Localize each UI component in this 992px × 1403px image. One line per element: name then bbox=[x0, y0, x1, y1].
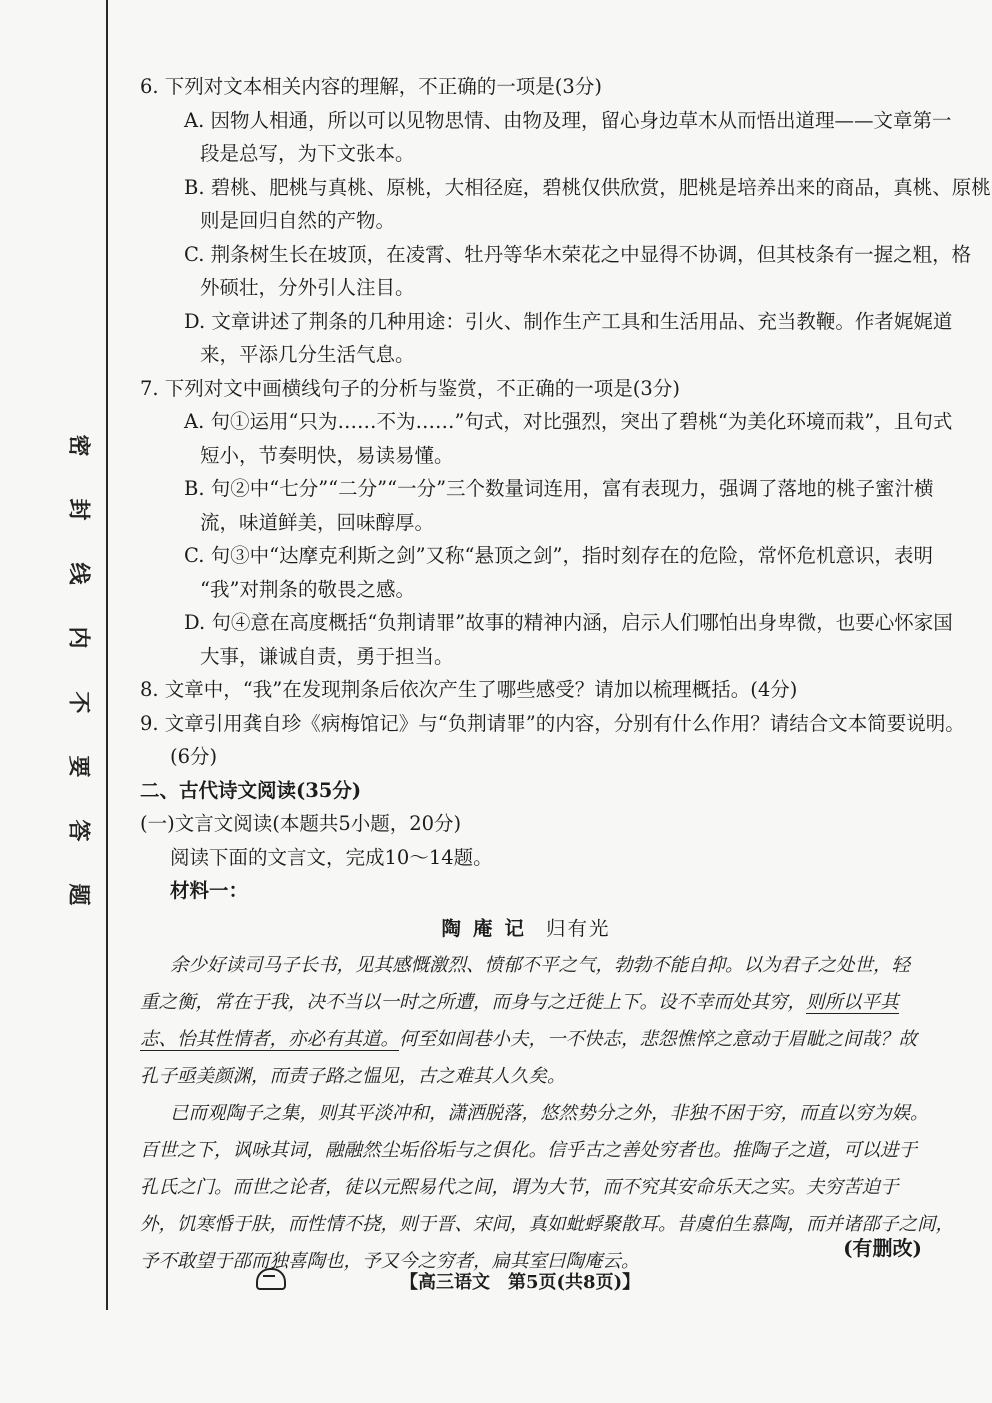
passage-title: 陶庵记 bbox=[441, 916, 536, 940]
question-7-option-c-cont: “我”对荆条的敬畏之感。 bbox=[200, 577, 415, 601]
passage-author: 归有光 bbox=[546, 916, 611, 940]
seal-char: 线 bbox=[65, 562, 92, 585]
passage-line: 孔氏之门。而世之论者，徒以元熙易代之间，谓为大节，而不究其安命乐天之实。夫穷苦迫于 bbox=[140, 1177, 899, 1198]
seal-char: 内 bbox=[65, 626, 92, 649]
question-6-option-a-cont: 段是总写，为下文张本。 bbox=[200, 142, 415, 165]
question-9: 9. 文章引用龚自珍《病梅馆记》与“负荆请罪”的内容，分别有什么作用？请结合文本简要说明。 bbox=[140, 711, 965, 735]
seal-char: 不 bbox=[65, 691, 92, 714]
question-8: 8. 文章中，“我”在发现荆条后依次产生了哪些感受？请加以梳理概括。(4分) bbox=[140, 678, 798, 701]
passage-line bbox=[140, 1021, 992, 1058]
classical-passage bbox=[140, 947, 992, 1280]
question-7-option-b: B. 句②中“七分”“二分”“一分”三个数量词连用，富有表现力，强调了落地的桃子蜜汁横 bbox=[184, 477, 934, 500]
seal-char: 密 bbox=[65, 434, 92, 457]
underlined-sentence: 志、怡其性情者，亦必有其道。 bbox=[140, 1029, 400, 1050]
seal-char: 要 bbox=[65, 755, 92, 778]
passage-line bbox=[140, 984, 992, 1021]
question-9-score: (6分) bbox=[170, 745, 218, 768]
question-7-option-c: C. 句③中“达摩克利斯之剑”又称“悬顶之剑”，指时刻存在的危险，常怀危机意识，表明 bbox=[184, 544, 933, 567]
section-heading: 二、古代诗文阅读(35分) bbox=[140, 778, 362, 802]
question-6-option-d: D. 文章讲述了荆条的几种用途：引火、制作生产工具和生活用品、充当教鞭。作者娓娓道 bbox=[184, 309, 953, 333]
question-6-stem: 6. 下列对文本相关内容的理解，不正确的一项是(3分) bbox=[140, 75, 602, 98]
question-6-option-d-cont: 来，平添几分生活气息。 bbox=[200, 343, 415, 366]
question-7-option-a-cont: 短小，节奏明快，易读易懂。 bbox=[200, 443, 454, 467]
passage-line: 外，饥寒惛于肤，而性情不挠，则于晋、宋间，真如蚍蜉聚散耳。昔虞伯生慕陶，而并诸邵子之间， bbox=[140, 1214, 955, 1235]
seal-char: 答 bbox=[65, 819, 92, 842]
material-label: 材料一： bbox=[170, 879, 249, 902]
passage-title-line bbox=[140, 912, 992, 946]
seal-line-notice bbox=[60, 430, 100, 910]
passage-line: 百世之下，讽咏其词，融融然尘垢俗垢与之俱化。信乎古之善处穷者也。推陶子之道，可以进于 bbox=[140, 1140, 918, 1161]
graduation-cap-icon bbox=[256, 1268, 286, 1290]
question-7-option-d: D. 句④意在高度概括“负荆请罪”故事的精神内涵，启示人们哪怕出身卑微，也要心怀家国 bbox=[184, 611, 953, 634]
question-6-option-b: B. 碧桃、肥桃与真桃、原桃，大相径庭，碧桃仅供欣赏，肥桃是培养出来的商品，真桃、原桃 bbox=[184, 175, 991, 199]
question-6-option-c: C. 荆条树生长在坡顶，在凌霄、牡丹等华木荣花之中显得不协调，但其枝条有一握之粗，格 bbox=[184, 242, 972, 266]
reading-instruction: 阅读下面的文言文，完成10～14题。 bbox=[170, 845, 493, 869]
seal-char: 封 bbox=[65, 498, 92, 521]
question-7-option-d-cont: 大事，谦诚自责，勇于担当。 bbox=[200, 644, 454, 668]
underlined-sentence: 则所以平其 bbox=[806, 992, 899, 1013]
question-7-stem: 7. 下列对文中画横线句子的分析与鉴赏，不正确的一项是(3分) bbox=[140, 376, 680, 400]
question-6-option-b-cont: 则是回归自然的产物。 bbox=[200, 209, 396, 232]
passage-line: 孔子亟美颜渊，而责子路之愠见，古之难其人久矣。 bbox=[140, 1066, 566, 1087]
seal-char: 题 bbox=[65, 883, 92, 906]
abridged-note: (有删改) bbox=[843, 1236, 922, 1260]
question-7-option-b-cont: 流，味道鲜美，回味醇厚。 bbox=[200, 510, 435, 534]
question-6-option-c-cont: 外硕壮，分外引人注目。 bbox=[200, 276, 415, 299]
question-6-option-a: A. 因物人相通，所以可以见物思情、由物及理，留心身边草木从而悟出道理——文章第一 bbox=[184, 108, 952, 132]
passage-line: 余少好读司马子长书，见其感慨激烈、愤郁不平之气，勃勃不能自抑。以为君子之处世，轻 bbox=[170, 955, 911, 976]
passage-text: 何至如闾巷小夫，一不快志，悲怨憔悴之意动于眉眦之间哉？故 bbox=[399, 1029, 918, 1050]
passage-text: 重之衡，常在于我，决不当以一时之所遭，而身与之迁徙上下。设不幸而处其穷， bbox=[140, 992, 807, 1013]
passage-line: 已而观陶子之集，则其平淡冲和，潇洒脱落，悠然势分之外，非独不困于穷，而直以穷为娱。 bbox=[170, 1103, 929, 1124]
binding-line bbox=[106, 0, 108, 1310]
question-7-option-a: A. 句①运用“只为……不为……”句式，对比强烈，突出了碧桃“为美化环境而栽”，且句式 bbox=[184, 410, 953, 433]
passage-line: 予不敢望于邵而独喜陶也，予又今之穷者，扁其室曰陶庵云。 bbox=[140, 1251, 640, 1272]
subsection-heading: (一)文言文阅读(本题共5小题，20分) bbox=[140, 812, 462, 835]
page-footer: 【高三语文 第5页(共8页)】 bbox=[400, 1272, 641, 1293]
page-content bbox=[140, 70, 992, 1280]
